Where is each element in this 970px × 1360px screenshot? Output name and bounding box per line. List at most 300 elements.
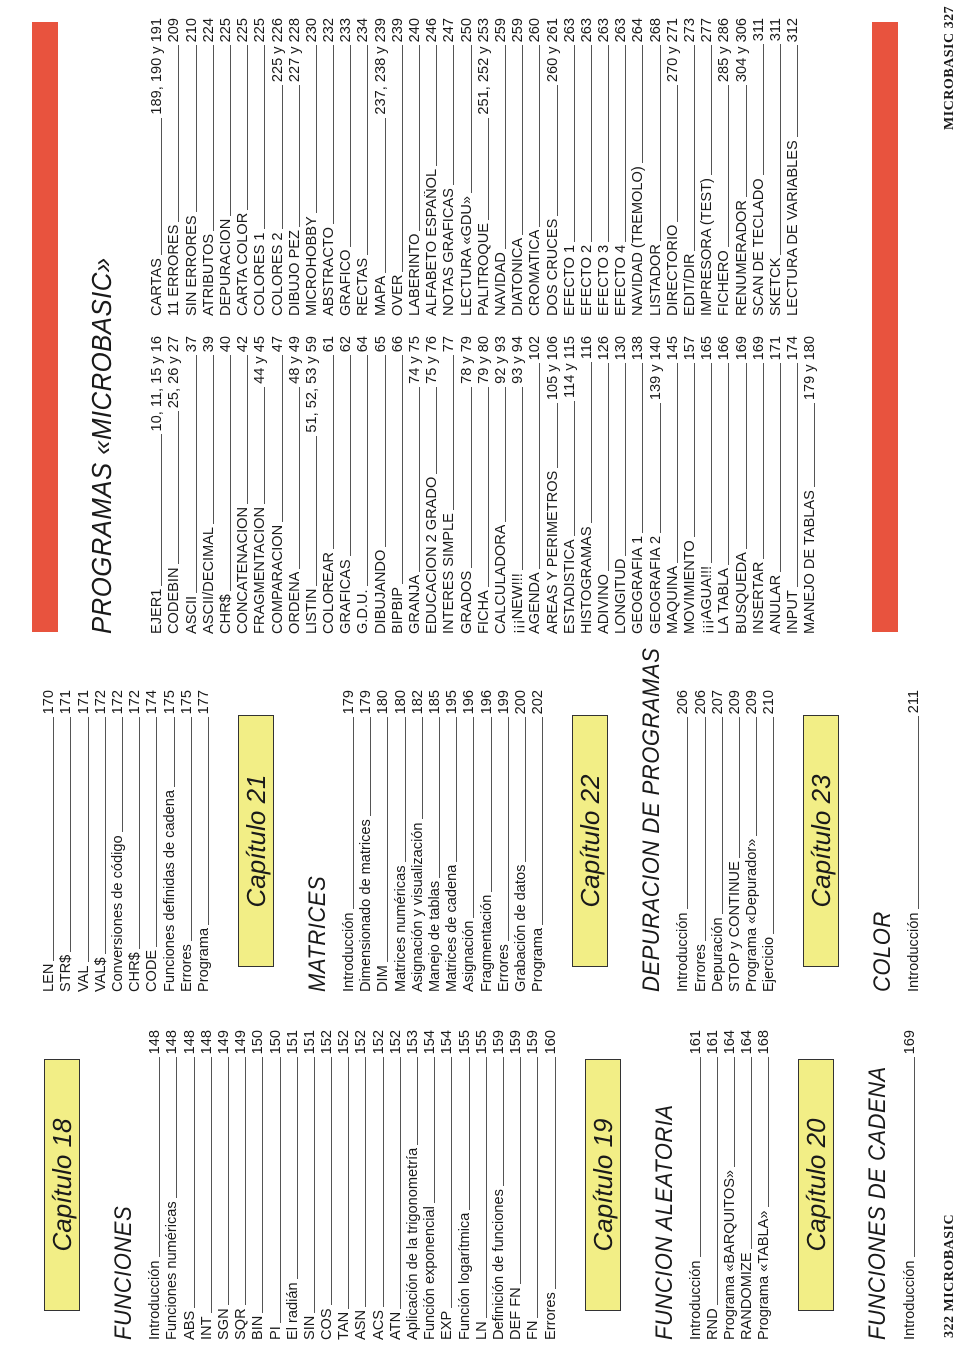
entry-page: 259 — [510, 18, 527, 43]
entry-page: 175 — [178, 690, 195, 715]
entry-page: 149 — [215, 1030, 232, 1055]
chapter-label: Capítulo 19 — [585, 1059, 621, 1311]
index-entry — [440, 18, 457, 316]
leader-line — [316, 45, 317, 213]
index-entry — [234, 18, 251, 316]
entry-page: 171 — [767, 336, 784, 361]
leader-line — [247, 355, 248, 504]
right-page-folio: MICROBASIC 327 — [942, 5, 957, 130]
entry-label: Errores — [178, 944, 195, 992]
leader-line — [677, 363, 678, 563]
entry-page: 189, 190 y 191 — [149, 18, 166, 115]
leader-line — [453, 45, 454, 185]
entry-page: 150 — [267, 1030, 284, 1055]
entry-label: GEOGRAFIA 1 — [630, 535, 647, 634]
leader-line — [625, 363, 626, 555]
index-entry — [492, 336, 509, 634]
entry-label: MAPA — [372, 275, 389, 316]
leader-line — [402, 355, 403, 584]
index-entry — [732, 336, 749, 634]
entry-page: 161 — [704, 1030, 721, 1055]
entry-page: 77 — [441, 336, 458, 353]
entry-page: 152 — [353, 1030, 370, 1055]
index-entry — [109, 690, 126, 992]
entry-page: 151 — [284, 1030, 301, 1055]
index-entry — [426, 690, 443, 992]
entry-label: GEOGRAFIA 2 — [647, 535, 664, 634]
leader-line — [178, 411, 179, 564]
leader-line — [608, 363, 609, 571]
index-entry — [354, 336, 371, 634]
leader-line — [471, 45, 472, 193]
index-entry — [163, 1030, 180, 1340]
entry-page: 260 y 261 — [544, 18, 561, 83]
entry-label: CALCULADORA — [492, 524, 509, 634]
entry-label: ASCII/DECIMAL — [200, 526, 217, 634]
leader-line — [705, 717, 706, 941]
index-entry — [357, 690, 374, 992]
entry-label: ACS — [370, 1309, 387, 1340]
entry-label: Errores — [542, 1292, 559, 1340]
leader-line — [262, 1057, 263, 1312]
entry-label: LA TABLA — [716, 568, 733, 634]
entry-page: 246 — [424, 18, 441, 43]
leader-line — [591, 362, 592, 523]
leader-line — [574, 45, 575, 242]
leader-line — [70, 717, 71, 951]
entry-page: 159 — [490, 1030, 507, 1055]
entry-page: 42 — [235, 336, 252, 353]
entry-label: COS — [319, 1308, 336, 1340]
leader-line — [400, 1057, 401, 1309]
entry-label: LECTURA «GDU» — [458, 195, 475, 316]
entry-label: IMPRESORA (TEST) — [699, 178, 716, 316]
index-entry — [143, 690, 160, 992]
entry-label: VAL$ — [92, 957, 109, 992]
entry-page: 195 — [444, 690, 461, 715]
leader-line — [213, 45, 214, 230]
entry-label: VAL — [75, 965, 92, 992]
entry-page: 152 — [319, 1030, 336, 1055]
entry-label: Definición de funciones — [490, 1189, 507, 1340]
index-entry — [524, 1030, 541, 1340]
index-entry — [674, 690, 691, 992]
entry-label: ABS — [181, 1310, 198, 1340]
entry-label: EFECTO 3 — [596, 244, 613, 316]
entry-label: COLOREAR — [321, 552, 338, 634]
leader-line — [282, 85, 283, 229]
index-entry — [732, 18, 749, 316]
leader-line — [751, 1057, 752, 1249]
entry-page: 247 — [441, 18, 458, 43]
index-entry — [681, 18, 698, 316]
entry-page: 74 y 75 — [407, 336, 423, 384]
entry-label: MANEJO DE TABLAS — [802, 490, 819, 634]
entry-page: 273 — [682, 18, 698, 43]
index-entry — [57, 690, 74, 992]
leader-line — [694, 45, 695, 250]
index-entry — [755, 1030, 772, 1340]
entry-page: 234 — [355, 18, 372, 43]
index-entry — [629, 18, 646, 316]
leader-line — [522, 387, 523, 570]
entry-label: Funciones numéricas — [164, 1201, 181, 1340]
entry-label: Introducción — [147, 1260, 164, 1340]
leader-line — [717, 1057, 718, 1305]
entry-page: 225 y 226 — [269, 18, 286, 83]
entry-label: Matrices numéricas — [392, 865, 409, 992]
entry-page: 270 y 271 — [664, 18, 681, 83]
entry-page: 268 — [647, 18, 664, 43]
entry-page: 37 — [183, 336, 200, 353]
entry-label: LABERINTO — [407, 233, 423, 316]
entry-page: 263 — [578, 18, 595, 43]
index-entry — [490, 1030, 507, 1340]
chapter-label: Capítulo 18 — [44, 1059, 80, 1311]
index-entry — [709, 690, 726, 992]
index-entry — [337, 336, 354, 634]
index-entry — [404, 1030, 421, 1340]
entry-page: 179 y 180 — [802, 336, 819, 401]
chapter-label: Capítulo 20 — [798, 1059, 834, 1311]
leader-line — [625, 45, 626, 242]
entry-label: COMPARACION — [269, 524, 286, 634]
leader-line — [159, 1057, 160, 1257]
entry-page: 227 y 228 — [286, 18, 303, 83]
leader-line — [505, 45, 506, 249]
entry-page: 174 — [785, 336, 802, 361]
entry-label: ¡¡¡AGUA!!! — [699, 565, 716, 634]
entry-label: LECTURA DE VARIABLES — [785, 140, 802, 316]
entry-label: Matrices de cadena — [444, 864, 461, 992]
entry-label: DIATONICA — [510, 237, 527, 316]
leader-line — [768, 1057, 769, 1207]
entry-page: 225 — [235, 18, 252, 43]
entry-page: 232 — [321, 18, 338, 43]
leader-line — [353, 717, 354, 909]
index-entry — [200, 18, 217, 316]
leader-line — [574, 401, 575, 536]
index-entry — [801, 336, 818, 634]
entry-page: 64 — [355, 336, 372, 353]
leader-line — [914, 1057, 915, 1257]
entry-label: RND — [704, 1308, 721, 1340]
index-entry — [767, 18, 784, 316]
entry-label: DEF FN — [508, 1287, 525, 1340]
leader-line — [331, 1057, 332, 1305]
entry-label: CODE — [144, 949, 161, 992]
index-entry — [406, 336, 423, 634]
index-entry — [352, 1030, 369, 1340]
index-entry — [715, 18, 732, 316]
index-entry — [905, 690, 922, 992]
entry-label: EDIT/DIR — [682, 253, 698, 316]
entry-label: STR$ — [58, 954, 75, 992]
entry-page: 171 — [75, 690, 92, 715]
leader-line — [350, 355, 351, 556]
entry-page: 152 — [370, 1030, 387, 1055]
index-entry — [251, 336, 268, 634]
index-entry — [646, 18, 663, 316]
entry-page: 172 — [92, 690, 109, 715]
index-entry — [767, 336, 784, 634]
entry-page: 139 y 140 — [647, 336, 664, 401]
entry-label: EFECTO 1 — [561, 244, 578, 316]
leader-line — [642, 45, 643, 163]
entry-page: 93 y 94 — [510, 336, 527, 384]
index-entry — [561, 18, 578, 316]
leader-line — [316, 436, 317, 586]
entry-label: SQR — [233, 1308, 250, 1340]
index-entry — [526, 18, 543, 316]
entry-page: 209 — [726, 690, 743, 715]
entry-label: BIN — [250, 1315, 267, 1340]
leader-line — [208, 717, 209, 925]
entry-page: 164 — [739, 1030, 756, 1055]
leader-line — [539, 45, 540, 226]
index-entry — [146, 1030, 163, 1340]
entry-page: 166 — [716, 336, 733, 361]
entry-page: 259 — [492, 18, 509, 43]
leader-line — [557, 85, 558, 216]
index-entry — [541, 1030, 558, 1340]
entry-label: Grabación de datos — [512, 864, 529, 992]
entry-label: ESTADISTICA — [561, 539, 578, 634]
entry-page: 200 — [512, 690, 529, 715]
entry-label: CHR$ — [217, 594, 234, 634]
leader-line — [469, 1057, 470, 1209]
leader-line — [488, 387, 489, 587]
entry-page: 210 — [183, 18, 200, 43]
left-page-column-2 — [0, 647, 923, 992]
section-title: MATRICES — [303, 875, 331, 992]
entry-list — [905, 690, 922, 992]
entry-page: 199 — [495, 690, 512, 715]
entry-page: 233 — [338, 18, 355, 43]
index-entry — [715, 336, 732, 634]
entry-page: 185 — [427, 690, 443, 715]
index-entry — [475, 336, 492, 634]
leader-line — [780, 44, 781, 254]
entry-label: Depuración — [709, 917, 726, 992]
entry-page: 75 y 76 — [424, 336, 441, 384]
entry-page: 138 — [630, 336, 647, 361]
bottom-accent-bar — [872, 22, 898, 632]
index-entry — [340, 690, 357, 992]
leader-line — [522, 45, 523, 235]
leader-line — [711, 363, 712, 563]
leader-line — [542, 717, 543, 925]
left-page-column-1 — [0, 1030, 918, 1340]
index-entry — [509, 18, 526, 316]
index-entry — [612, 18, 629, 316]
entry-page: 148 — [181, 1030, 198, 1055]
entry-page: 66 — [389, 336, 406, 353]
leader-line — [383, 1057, 384, 1307]
leader-line — [299, 387, 300, 569]
index-entry — [629, 336, 646, 634]
entry-label: Manejo de tablas — [427, 880, 443, 992]
leader-line — [520, 1057, 521, 1284]
leader-line — [297, 1057, 298, 1279]
leader-line — [763, 44, 764, 175]
chapter-block — [585, 1030, 621, 1340]
entry-label: Programa — [195, 927, 212, 992]
leader-line — [471, 387, 472, 568]
entry-label: CONCATENACION — [235, 506, 252, 634]
entry-label: GRANJA — [407, 574, 423, 634]
entry-page: 145 — [664, 336, 681, 361]
leader-line — [367, 45, 368, 255]
entry-label: Programa — [530, 927, 547, 992]
entry-page: 251, 252 y 253 — [475, 18, 492, 115]
entry-page: 168 — [756, 1030, 773, 1055]
entry-page: 152 — [336, 1030, 353, 1055]
entry-page: 61 — [321, 336, 338, 353]
entry-label: FN — [525, 1320, 542, 1340]
entry-page: 51, 52, 53 y 59 — [303, 336, 320, 433]
index-entry — [704, 1030, 721, 1340]
leader-line — [245, 1057, 246, 1305]
index-entry — [74, 690, 91, 992]
entry-page: 44 y 45 — [252, 336, 269, 384]
leader-line — [508, 717, 509, 941]
entry-label: PI — [267, 1326, 284, 1340]
index-entry — [698, 18, 715, 316]
entry-page: 177 — [195, 690, 212, 715]
leader-line — [436, 45, 437, 166]
index-entry — [475, 18, 492, 316]
entry-page: 311 — [750, 18, 767, 42]
entry-label: Programa «Depurador» — [744, 838, 761, 992]
leader-line — [451, 1057, 452, 1307]
entry-label: COLORES 1 — [252, 232, 269, 316]
entry-label: Función exponencial — [422, 1206, 439, 1340]
entry-page: 179 — [341, 690, 358, 715]
entry-label: MOVIMIENTO — [682, 540, 698, 634]
entry-label: Fragmentación — [478, 894, 495, 992]
leader-line — [722, 717, 723, 914]
entry-label: ATRIBUTOS — [200, 233, 217, 316]
leader-line — [385, 118, 386, 273]
entry-page: 114 y 115 — [561, 336, 578, 398]
chapter-block — [803, 690, 839, 992]
index-entry — [721, 1030, 738, 1340]
entry-page: 180 — [375, 690, 392, 715]
entry-label: INSERTAR — [750, 561, 767, 634]
entry-page: 160 — [542, 1030, 559, 1055]
leader-line — [773, 717, 774, 933]
index-entry — [371, 18, 388, 316]
leader-line — [453, 355, 454, 510]
entry-label: Función logarítmica — [456, 1212, 473, 1340]
index-entry — [217, 336, 234, 634]
entry-label: MICROHOBBY — [303, 216, 320, 316]
index-entry — [165, 336, 182, 634]
index-entry — [784, 336, 801, 634]
leader-line — [350, 45, 351, 246]
entry-page: 209 — [744, 690, 761, 715]
index-entry — [200, 336, 217, 634]
index-entry — [509, 336, 526, 634]
index-entry — [495, 690, 512, 992]
index-entry — [387, 1030, 404, 1340]
entry-page: 25, 26 y 27 — [166, 336, 183, 409]
entry-page: 224 — [200, 18, 217, 43]
leader-line — [247, 45, 248, 209]
entry-page: 180 — [392, 690, 409, 715]
entry-page: 169 — [901, 1030, 918, 1055]
leader-line — [608, 45, 609, 242]
entry-page: 312 — [785, 18, 802, 43]
leader-line — [797, 363, 798, 587]
entry-label: BUSQUEDA — [733, 552, 750, 634]
entry-list — [40, 690, 212, 992]
entry-page: 172 — [109, 690, 126, 715]
index-entry — [743, 690, 760, 992]
index-entry — [284, 1030, 301, 1340]
leader-line — [213, 355, 214, 524]
leader-line — [642, 363, 643, 533]
entry-page: 126 — [596, 336, 613, 361]
entry-label: ANULAR — [767, 574, 784, 634]
entry-page: 285 y 286 — [716, 18, 733, 83]
entry-page: 225 — [252, 18, 269, 43]
entry-list — [674, 690, 777, 992]
index-entry — [354, 18, 371, 316]
entry-page: 148 — [198, 1030, 215, 1055]
entry-page: 155 — [456, 1030, 473, 1055]
leader-line — [728, 363, 729, 565]
entry-label: PALITROQUE — [475, 223, 492, 316]
index-entry — [698, 336, 715, 634]
entry-label: Errores — [495, 944, 512, 992]
entry-page: 169 — [733, 336, 750, 361]
index-entry — [335, 1030, 352, 1340]
leader-line — [211, 1057, 212, 1313]
leader-line — [557, 403, 558, 468]
leader-line — [88, 717, 89, 962]
leader-line — [367, 355, 368, 586]
entry-label: RANDOMIZE — [739, 1252, 756, 1340]
entry-label: LONGITUD — [613, 558, 630, 634]
entry-page: 148 — [147, 1030, 164, 1055]
entry-page: 209 — [166, 18, 183, 43]
leader-line — [660, 45, 661, 241]
entry-label: BIPBIP — [389, 586, 406, 634]
entry-label: DIBUJO PEZ — [286, 230, 303, 316]
index-entry — [217, 18, 234, 316]
entry-page: 130 — [613, 336, 630, 361]
entry-page: 206 — [675, 690, 692, 715]
entry-page: 165 — [699, 336, 716, 361]
index-entry — [389, 336, 406, 634]
entry-page: 161 — [687, 1030, 704, 1055]
chapter-label: Capítulo 21 — [238, 715, 274, 967]
entry-label: ABSTRACTO — [321, 227, 338, 316]
entry-label: EFECTO 2 — [578, 244, 595, 316]
index-entry — [440, 336, 457, 634]
entry-label: NOTAS GRAFICAS — [441, 188, 458, 316]
leader-line — [417, 1057, 418, 1144]
index-entry — [423, 336, 440, 634]
leader-line — [434, 1057, 435, 1203]
right-page-column-1 — [148, 336, 818, 634]
entry-label: INT — [198, 1316, 215, 1340]
entry-label: Introducción — [901, 1260, 918, 1340]
index-entry — [215, 1030, 232, 1340]
index-entry — [664, 18, 681, 316]
